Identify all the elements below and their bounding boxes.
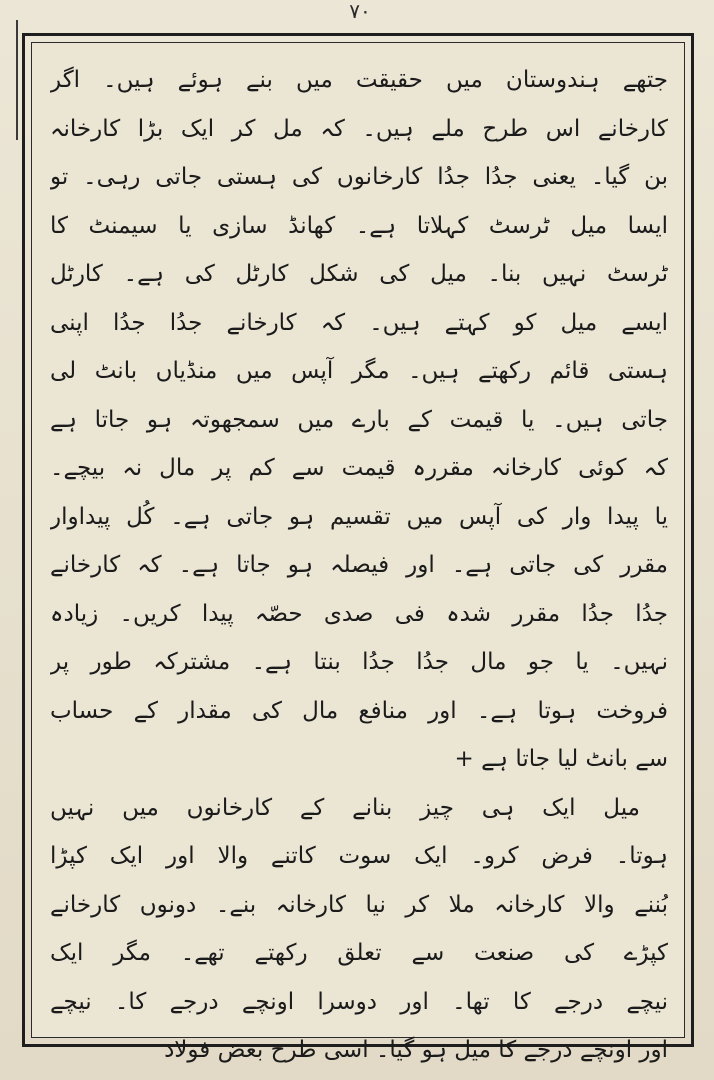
page-number: ۷۰ xyxy=(349,0,371,23)
text-line: مقرر کی جاتی ہے۔ اور فیصلہ ہو جاتا ہے۔ کہ کارخانے xyxy=(50,552,668,578)
text-line: کپڑے کی صنعت سے تعلق رکھتے تھے۔ مگر ایک xyxy=(50,940,668,966)
text-line: کہ کوئی کارخانہ مقررہ قیمت سے کم پر مال نہ بیچے۔ xyxy=(50,455,668,481)
text-line: ٹرسٹ نہیں بنا۔ میل کی شکل کارٹل کی ہے۔ کارٹل xyxy=(50,261,668,287)
text-line: جاتی ہیں۔ یا قیمت کے بارے میں سمجھوتہ ہو جاتا ہے xyxy=(50,406,668,433)
text-line: جدُا جدُا مقرر شدہ فی صدی حصّہ پیدا کریں۔ زیادہ xyxy=(50,600,668,627)
text-line: ہستی قائم رکھتے ہیں۔ مگر آپس میں منڈیاں بانٹ لی xyxy=(50,358,668,384)
text-line: ہوتا۔ فرض کرو۔ ایک سوت کاتنے والا اور ایک کپڑا xyxy=(50,843,668,869)
text-line: نہیں۔ یا جو مال جدُا جدُا بنتا ہے۔ مشترکہ طور پر xyxy=(50,649,668,675)
text-line: نیچے درجے کا تھا۔ اور دوسرا اونچے درجے کا۔ نیچے xyxy=(50,988,668,1015)
text-line: سے بانٹ لیا جاتا ہے + xyxy=(454,746,668,772)
text-line: کارخانے اس طرح ملے ہیں۔ کہ مل کر ایک بڑا کارخانہ xyxy=(50,115,668,142)
text-line: ایسا میل ٹرسٹ کہلاتا ہے۔ کھانڈ سازی یا سیمنٹ کا xyxy=(50,212,668,239)
body-text xyxy=(50,56,668,1075)
text-line: ایسے میل کو کہتے ہیں۔ کہ کارخانے جدُا جدُا اپنی xyxy=(50,309,668,336)
text-line: فروخت ہوتا ہے۔ اور منافع مال کی مقدار کے حساب xyxy=(50,697,668,724)
text-line: یا پیدا وار کی آپس میں تقسیم ہو جاتی ہے۔ کُل پیداوار xyxy=(50,503,668,530)
text-line: اور اونچے درجے کا میل ہو گیا۔ اسی طرح بعض فولاد xyxy=(164,1037,668,1063)
text-line: جتھے ہندوستان میں حقیقت میں بنے ہوئے ہیں۔ اگر xyxy=(50,67,668,93)
text-line: بُننے والا کارخانہ ملا کر نیا کارخانہ بنے۔ دونوں کارخانے xyxy=(50,891,668,918)
book-spine-edge xyxy=(0,20,18,140)
text-line: بن گیا۔ یعنی جدُا جدُا کارخانوں کی ہستی جاتی رہی۔ تو xyxy=(50,164,668,190)
text-line: میل ایک ہی چیز بنانے کے کارخانوں میں نہیں xyxy=(50,794,640,821)
